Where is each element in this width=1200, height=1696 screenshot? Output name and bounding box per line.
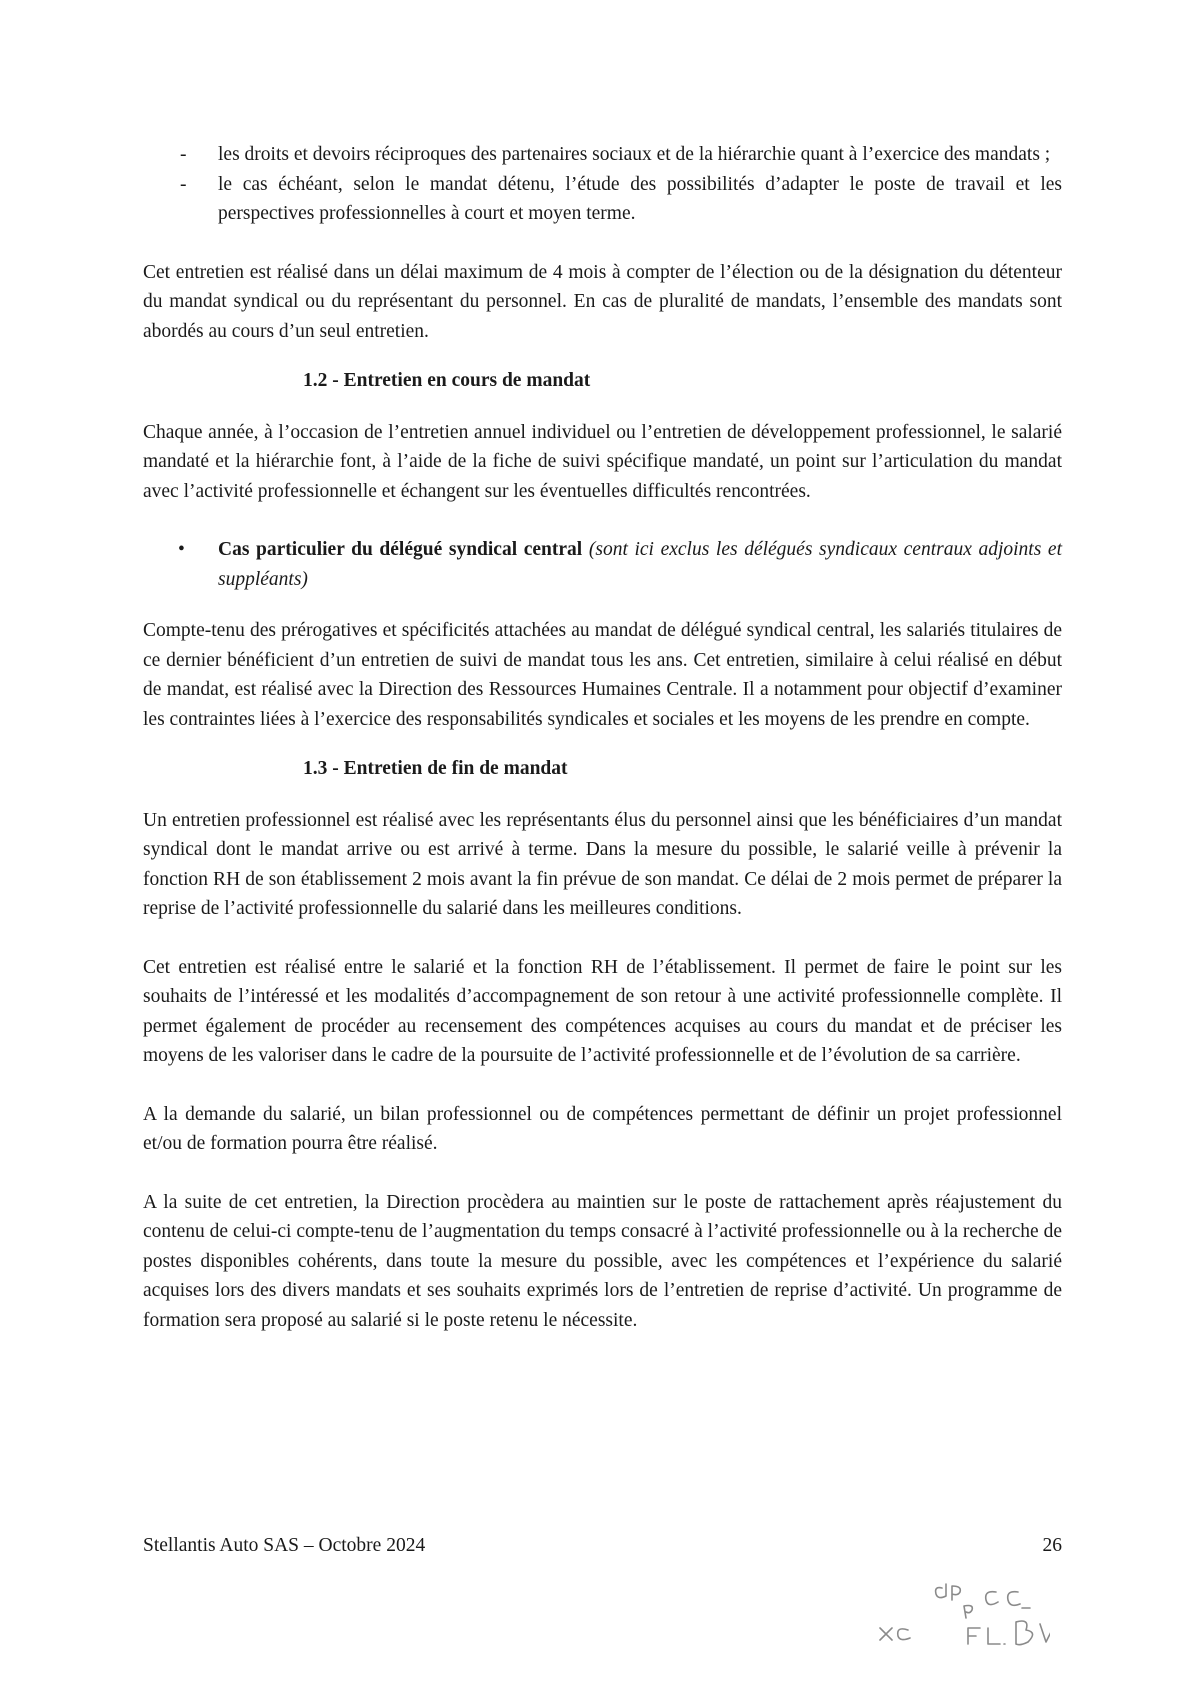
list-item-text: le cas échéant, selon le mandat détenu, l’étude des possibilités d’adapter le poste de travail et les perspectives professionnelles à court et moyen terme. bbox=[218, 173, 1062, 224]
section-heading-1-3: 1.3 - Entretien de fin de mandat bbox=[303, 758, 568, 779]
bullet-note: (sont ici exclus les délégués syndicaux centraux adjoints et suppléants) bbox=[218, 539, 1063, 590]
paragraph: Compte-tenu des prérogatives et spécificités attachées au mandat de délégué syndical central, les salariés titulaires de ce dernier bénéficient d’un entretien de suivi de mandat tous les ans. Cet entretien, similaire à celui réalisé en début de mandat, est réalisé avec la Direction des Ressources Humaines Centrale. Il a notamment pour objectif d’examiner les contraintes liées à l’exercice des responsabilités syndicales et sociales et les moyens de les prendre en compte. bbox=[143, 620, 1062, 730]
bullet-title: Cas particulier du délégué syndical central bbox=[218, 539, 583, 560]
document-body bbox=[143, 140, 1062, 1335]
bullet-icon: • bbox=[178, 539, 185, 560]
paragraph: A la demande du salarié, un bilan professionnel ou de compétences permettant de définir un projet professionnel et/ou de formation pourra être réalisé. bbox=[143, 1103, 1062, 1154]
paragraph: Cet entretien est réalisé dans un délai maximum de 4 mois à compter de l’élection ou de la désignation du détenteur du mandat syndical ou du représentant du personnel. En cas de pluralité de mandats, l’ensemble des mandats sont abordés au cours d’un seul entretien. bbox=[143, 261, 1062, 342]
dash-marker: - bbox=[180, 144, 187, 165]
paragraph: Chaque année, à l’occasion de l’entretien annuel individuel ou l’entretien de développement professionnel, le salarié mandaté et la hiérarchie font, à l’aide de la fiche de suivi spécifique mandaté, un point sur l’articulation du mandat avec l’activité professionnelle et échangent sur les éventuelles difficultés rencontrées. bbox=[143, 421, 1062, 502]
page-number: 26 bbox=[1042, 1535, 1062, 1556]
footer-text: Stellantis Auto SAS – Octobre 2024 bbox=[143, 1535, 426, 1556]
paragraph: Un entretien professionnel est réalisé avec les représentants élus du personnel ainsi que les bénéficiaires d’un mandat syndical dont le mandat arrive ou est arrivé à terme. Dans la mesure du possible, le salarié veille à prévenir la fonction RH de son établissement 2 mois avant la fin prévue de son mandat. Ce délai de 2 mois permet de préparer la reprise de l’activité professionnelle du salarié dans les meilleures conditions. bbox=[143, 809, 1062, 919]
dash-list bbox=[143, 140, 1062, 229]
list-item bbox=[143, 140, 1062, 170]
dash-marker: - bbox=[180, 173, 187, 195]
list-item bbox=[143, 170, 1062, 229]
paragraph: A la suite de cet entretien, la Direction procèdera au maintien sur le poste de rattachement après réajustement du contenu de celui-ci compte-tenu de l’augmentation du temps consacré à l’activité professionnelle ou à la recherche de postes disponibles cohérents, dans toute la mesure du possible, avec les compétences et l’expérience du salarié acquises lors des divers mandats et ses souhaits exprimés lors de l’entretien de reprise d’activité. Un programme de formation sera proposé au salarié si le poste retenu le nécessite. bbox=[143, 1191, 1062, 1331]
section-heading-1-2: 1.2 - Entretien en cours de mandat bbox=[303, 370, 591, 391]
handwritten-initials bbox=[870, 1578, 1050, 1648]
list-item-text: les droits et devoirs réciproques des partenaires sociaux et de la hiérarchie quant à l’exercice des mandats ; bbox=[218, 144, 1051, 165]
paragraph: Cet entretien est réalisé entre le salarié et la fonction RH de l’établissement. Il permet de faire le point sur les souhaits de l’intéressé et les modalités d’accompagnement de son retour à une activité professionnelle complète. Il permet également de procéder au recensement des compétences acquises au cours du mandat et de préciser les moyens de les valoriser dans le cadre de la poursuite de l’activité professionnelle et de l’évolution de sa carrière. bbox=[143, 956, 1062, 1066]
page-footer bbox=[143, 1531, 1062, 1561]
bullet-item bbox=[143, 535, 1062, 594]
